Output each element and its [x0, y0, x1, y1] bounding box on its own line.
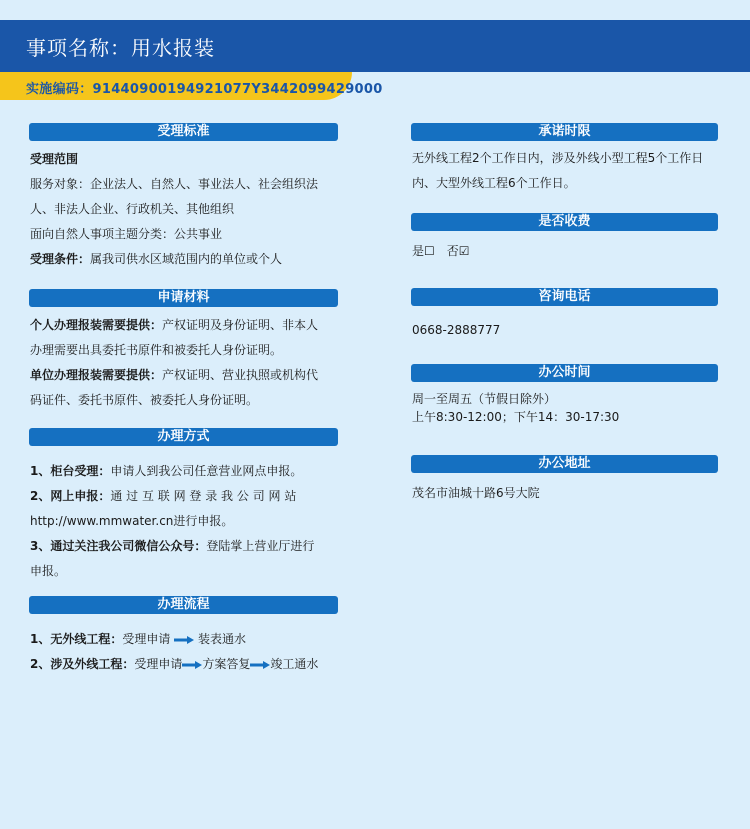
- section-promise: [408, 123, 718, 196]
- promise-line2: 内、大型外线工程6个工作日。: [412, 176, 576, 190]
- unit-label: 单位办理报装需要提供：: [30, 368, 163, 382]
- condition-label: 受理条件：: [30, 252, 91, 266]
- section-materials: [26, 289, 338, 413]
- section-title-fee: 是否收费: [411, 213, 718, 231]
- hours-line2: 上午8:30-12:00；下午14：30-17:30: [412, 410, 620, 424]
- condition-text: 属我司供水区域范围内的单位或个人: [90, 252, 283, 266]
- promise-line1: 无外线工程2个工作日内，涉及外线小型工程5个工作日: [412, 151, 704, 165]
- section-standard: [26, 123, 338, 272]
- method-3-line2: 申报。: [30, 564, 67, 578]
- service-line1: 服务对象：企业法人、自然人、事业法人、社会组织法: [30, 177, 319, 191]
- method-2: [30, 484, 338, 509]
- unit-text: 产权证明、营业执照或机构代: [162, 368, 319, 382]
- process-2-step-b: 方案答复: [202, 657, 251, 671]
- hours-line1: 周一至周五（节假日除外）: [412, 392, 557, 406]
- section-phone: [408, 288, 718, 343]
- method-2-label: 2、网上申报：: [30, 489, 111, 503]
- section-process: [26, 596, 338, 677]
- personal-text: 产权证明及身份证明、非本人: [162, 318, 319, 332]
- section-method: [26, 428, 338, 584]
- process-1-step-b: 装表通水: [198, 632, 247, 646]
- process-1-label: 1、无外线工程：: [30, 632, 123, 646]
- method-1-label: 1、柜台受理：: [30, 464, 111, 478]
- method-2-url: http://www.mmwater.cn进行申报。: [30, 514, 234, 528]
- implementation-code: 实施编码：91440900194921077Y3442099429000: [26, 82, 383, 97]
- process-2-label: 2、涉及外线工程：: [30, 657, 135, 671]
- section-fee: [408, 213, 718, 264]
- arrow-right-icon: [182, 661, 202, 669]
- section-title-phone: 咨询电话: [411, 288, 718, 306]
- section-title-hours: 办公时间: [411, 364, 718, 382]
- method-3: [30, 534, 338, 559]
- arrow-right-icon: [250, 661, 270, 669]
- fee-text: 是☐ 否☑: [412, 244, 470, 258]
- method-3-text: 登陆掌上营业厅进行: [206, 539, 315, 553]
- section-title-standard: 受理标准: [29, 123, 338, 141]
- condition-line: [30, 247, 338, 272]
- unit-line2: 码证件、委托书原件、被委托人身份证明。: [30, 393, 259, 407]
- section-title-materials: 申请材料: [29, 289, 338, 307]
- code-bar: [0, 72, 383, 100]
- personal-label: 个人办理报装需要提供：: [30, 318, 163, 332]
- process-1: [30, 627, 338, 652]
- section-title-method: 办理方式: [29, 428, 338, 446]
- scope-label: 受理范围: [30, 152, 79, 166]
- method-3-label: 3、通过关注我公司微信公众号：: [30, 539, 207, 553]
- personal-line2: 办理需要出具委托书原件和被委托人身份证明。: [30, 343, 283, 357]
- unit-line1: [30, 363, 338, 388]
- section-title-promise: 承诺时限: [411, 123, 718, 141]
- address-text: 茂名市油城十路6号大院: [412, 486, 540, 500]
- page-title: 事项名称：用水报装: [26, 36, 215, 60]
- process-2: [30, 652, 338, 677]
- process-2-step-a: 受理申请: [134, 657, 183, 671]
- personal-line1: [30, 313, 338, 338]
- method-1-text: 申请人到我公司任意营业网点申报。: [110, 464, 303, 478]
- arrow-right-icon: [174, 636, 194, 644]
- process-1-step-a: 受理申请: [122, 632, 171, 646]
- phone-number: 0668-2888777: [412, 323, 501, 337]
- service-line2: 人、非法人企业、行政机关、其他组织: [30, 202, 235, 216]
- method-1: [30, 459, 338, 484]
- process-2-step-c: 竣工通水: [270, 657, 319, 671]
- section-address: [408, 455, 718, 506]
- header-bar: [0, 20, 750, 72]
- category-line: 面向自然人事项主题分类：公共事业: [30, 227, 223, 241]
- section-title-address: 办公地址: [411, 455, 718, 473]
- method-2-text: 通 过 互 联 网 登 录 我 公 司 网 站: [110, 489, 297, 503]
- section-title-process: 办理流程: [29, 596, 338, 614]
- section-hours: [408, 364, 718, 426]
